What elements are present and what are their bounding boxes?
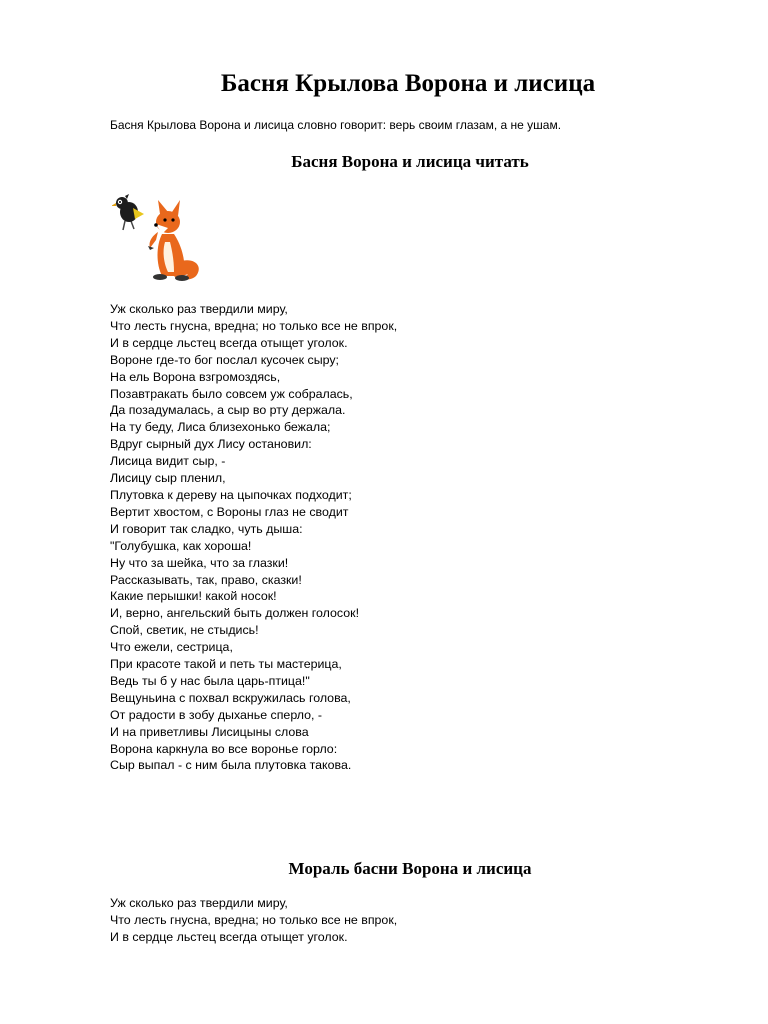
moral-text bbox=[110, 895, 397, 946]
poem-line: Уж сколько раз твердили миру, bbox=[110, 302, 288, 316]
fable-text bbox=[110, 301, 397, 774]
poem-line: Спой, светик, не стыдись! bbox=[110, 623, 259, 638]
poem-line: Плутовка к дереву на цыпочках подходит; bbox=[110, 487, 352, 502]
crow-and-fox-icon bbox=[112, 190, 212, 282]
poem-line: Вороне где-то бог послал кусочек сыру; bbox=[110, 352, 340, 367]
crow-icon bbox=[112, 194, 144, 230]
poem-line: На ель Ворона взгромоздясь, bbox=[110, 369, 281, 384]
poem-line: Рассказывать, так, право, сказки! bbox=[110, 572, 302, 587]
poem-line: Что лесть гнусна, вредна; но только все не впрок, bbox=[110, 912, 398, 927]
poem-line: Что ежели, сестрица, bbox=[110, 640, 233, 655]
poem-line: Сыр выпал - с ним была плутовка такова. bbox=[110, 758, 352, 773]
poem-line: Вдруг сырный дух Лису остановил: bbox=[110, 437, 312, 452]
poem-line: Уж сколько раз твердили миру, bbox=[110, 896, 288, 910]
poem-line: Ворона каркнула во все воронье горло: bbox=[110, 741, 338, 756]
poem-line: "Голубушка, как хороша! bbox=[110, 538, 252, 553]
section-heading-read: Басня Ворона и лисица читать bbox=[291, 152, 529, 171]
poem-line: Да позадумалась, а сыр во рту держала. bbox=[110, 403, 346, 418]
poem-line: И, верно, ангельский быть должен голосок! bbox=[110, 606, 360, 621]
poem-line: Позавтракать было совсем уж собралась, bbox=[110, 386, 353, 401]
poem-line: От радости в зобу дыханье сперло, - bbox=[110, 707, 323, 722]
intro-paragraph: Басня Крылова Ворона и лисица словно говорит: верь своим глазам, а не ушам. bbox=[110, 118, 562, 132]
poem-line: И в сердце льстец всегда отыщет уголок. bbox=[110, 335, 348, 350]
poem-line: Какие перышки! какой носок! bbox=[110, 589, 277, 604]
fox-icon bbox=[148, 200, 199, 281]
poem-line: При красоте такой и петь ты мастерица, bbox=[110, 657, 342, 672]
poem-line: Лисицу сыр пленил, bbox=[110, 471, 226, 486]
page-title: Басня Крылова Ворона и лисица bbox=[220, 70, 596, 97]
poem-line: И говорит так сладко, чуть дыша: bbox=[110, 521, 303, 536]
section-heading-moral: Мораль басни Ворона и лисица bbox=[288, 859, 532, 878]
poem-line: Вещуньина с похвал вскружилась голова, bbox=[110, 690, 351, 705]
poem-line: Вертит хвостом, с Вороны глаз не сводит bbox=[110, 504, 349, 519]
poem-line: Ну что за шейка, что за глазки! bbox=[110, 555, 289, 570]
poem-line: Лисица видит сыр, - bbox=[110, 454, 226, 469]
poem-line: И на приветливы Лисицыны слова bbox=[110, 724, 309, 739]
poem-line: И в сердце льстец всегда отыщет уголок. bbox=[110, 929, 348, 944]
poem-line: Ведь ты б у нас была царь-птица!" bbox=[110, 673, 310, 688]
poem-line: Что лесть гнусна, вредна; но только все не впрок, bbox=[110, 318, 398, 333]
poem-line: На ту беду, Лиса близехонько бежала; bbox=[110, 420, 331, 435]
